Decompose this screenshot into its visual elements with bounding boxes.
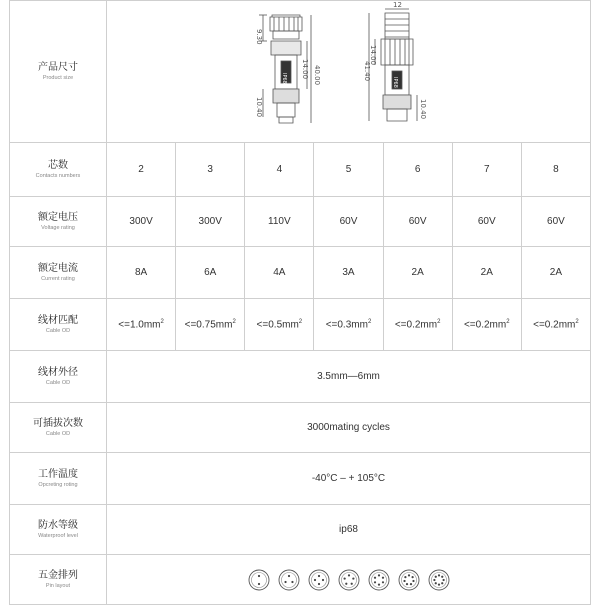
row-pin-layout xyxy=(10,555,591,605)
cable-text: <=0.3mm xyxy=(325,319,368,331)
dim-left-1: 9.30 xyxy=(255,29,263,45)
product-drawing xyxy=(107,1,591,143)
cable-value xyxy=(383,299,452,351)
label-en: Current rating xyxy=(41,275,75,282)
voltage-value: 60V xyxy=(383,197,452,247)
label-cell xyxy=(10,505,107,555)
contacts-value: 3 xyxy=(176,143,245,197)
row-current xyxy=(10,247,591,299)
row-voltage xyxy=(10,197,591,247)
label-cn: 防水等级 xyxy=(38,519,78,531)
pin-layout-3-icon xyxy=(278,569,300,591)
cable-value xyxy=(452,299,521,351)
current-value: 6A xyxy=(176,247,245,299)
label-cell xyxy=(10,299,107,351)
cable-sup: 2 xyxy=(437,318,441,325)
label-cn: 产品尺寸 xyxy=(38,61,78,73)
cable-text: <=0.75mm xyxy=(184,319,233,331)
dim-right-1: 12 xyxy=(393,1,402,9)
row-contacts xyxy=(10,143,591,197)
contacts-value: 5 xyxy=(314,143,383,197)
cable-text: <=0.2mm xyxy=(394,319,438,331)
cable-value xyxy=(245,299,314,351)
cable-text: <=0.2mm xyxy=(533,319,576,331)
label-en: Product size xyxy=(42,74,74,81)
row-mating xyxy=(10,403,591,453)
dimension-drawing xyxy=(107,1,591,137)
contacts-value: 2 xyxy=(107,143,176,197)
voltage-value: 110V xyxy=(245,197,314,247)
ip-label-right: IP68 xyxy=(392,77,398,88)
voltage-value: 60V xyxy=(314,197,383,247)
label-en: Cable OD xyxy=(45,430,71,437)
cable-value xyxy=(521,299,590,351)
dim-right-2: 14.00 xyxy=(369,45,377,66)
cable-text: <=1.0mm xyxy=(118,319,161,331)
cable-text: <=0.5mm xyxy=(256,319,299,331)
row-cable xyxy=(10,299,591,351)
label-cell xyxy=(10,403,107,453)
current-value: 2A xyxy=(383,247,452,299)
pin-layout-6-icon xyxy=(368,569,390,591)
label-cell xyxy=(10,453,107,505)
label-cn: 可插拔次数 xyxy=(33,417,83,429)
label-en: Voltage rating xyxy=(41,224,75,231)
label-cn: 额定电流 xyxy=(38,262,78,274)
pin-layout-4-icon xyxy=(308,569,330,591)
pin-layout-cell xyxy=(107,555,591,605)
label-en: Contacts numbers xyxy=(35,172,81,179)
cable-od-value: 3.5mm—6mm xyxy=(107,351,591,403)
row-cable-od xyxy=(10,351,591,403)
cable-value xyxy=(107,299,176,351)
cable-value xyxy=(314,299,383,351)
label-cn: 线材匹配 xyxy=(38,314,78,326)
dim-right-3: 41.40 xyxy=(363,61,371,82)
cable-sup: 2 xyxy=(160,318,164,325)
contacts-value: 6 xyxy=(383,143,452,197)
cable-sup: 2 xyxy=(575,318,579,325)
spec-table xyxy=(9,0,591,605)
label-en: Cable OD xyxy=(45,379,71,386)
current-value: 4A xyxy=(245,247,314,299)
dim-left-4: 10.40 xyxy=(255,97,263,118)
contacts-value: 8 xyxy=(521,143,590,197)
label-en: Opcreting roting xyxy=(38,481,78,488)
current-value: 8A xyxy=(107,247,176,299)
voltage-value: 60V xyxy=(452,197,521,247)
label-cn: 五金排列 xyxy=(38,569,78,581)
cable-sup: 2 xyxy=(367,318,372,325)
contacts-value: 7 xyxy=(452,143,521,197)
current-value: 2A xyxy=(521,247,590,299)
label-cn: 线材外径 xyxy=(38,366,78,378)
label-en: Cable OD xyxy=(45,327,71,334)
voltage-value: 60V xyxy=(521,197,590,247)
label-cn: 额定电压 xyxy=(38,211,78,223)
cable-text: <=0.2mm xyxy=(463,319,507,331)
label-cell xyxy=(10,555,107,605)
label-cell xyxy=(10,1,107,143)
label-cn: 工作温度 xyxy=(38,468,78,480)
cable-value xyxy=(176,299,245,351)
current-value: 2A xyxy=(452,247,521,299)
temperature-value: -40°C – + 105°C xyxy=(107,453,591,505)
label-cn: 芯数 xyxy=(48,159,68,171)
current-value: 3A xyxy=(314,247,383,299)
row-product-size xyxy=(10,1,591,143)
label-cell xyxy=(10,351,107,403)
cable-sup: 2 xyxy=(232,318,236,325)
pin-layout-8-icon xyxy=(428,569,450,591)
pin-layout-7-icon xyxy=(398,569,420,591)
label-en: Waterproof level xyxy=(38,532,78,539)
pin-layout-2-icon xyxy=(248,569,270,591)
label-cell xyxy=(10,143,107,197)
contacts-value: 4 xyxy=(245,143,314,197)
row-waterproof xyxy=(10,505,591,555)
row-temperature xyxy=(10,453,591,505)
cable-sup: 2 xyxy=(506,318,510,325)
dim-left-2: 14.00 xyxy=(301,59,309,80)
voltage-value: 300V xyxy=(107,197,176,247)
dim-left-3: 40.00 xyxy=(313,65,321,86)
cable-sup: 2 xyxy=(298,318,303,325)
label-cell xyxy=(10,247,107,299)
mating-value: 3000mating cycles xyxy=(107,403,591,453)
waterproof-value: ip68 xyxy=(107,505,591,555)
voltage-value: 300V xyxy=(176,197,245,247)
pin-layout-5-icon xyxy=(338,569,360,591)
ip-label-left: IP68 xyxy=(281,73,287,84)
dim-right-4: 10.40 xyxy=(419,99,427,120)
label-cell xyxy=(10,197,107,247)
label-en: Pin layout xyxy=(45,582,71,589)
pin-layout-icons xyxy=(107,569,590,591)
